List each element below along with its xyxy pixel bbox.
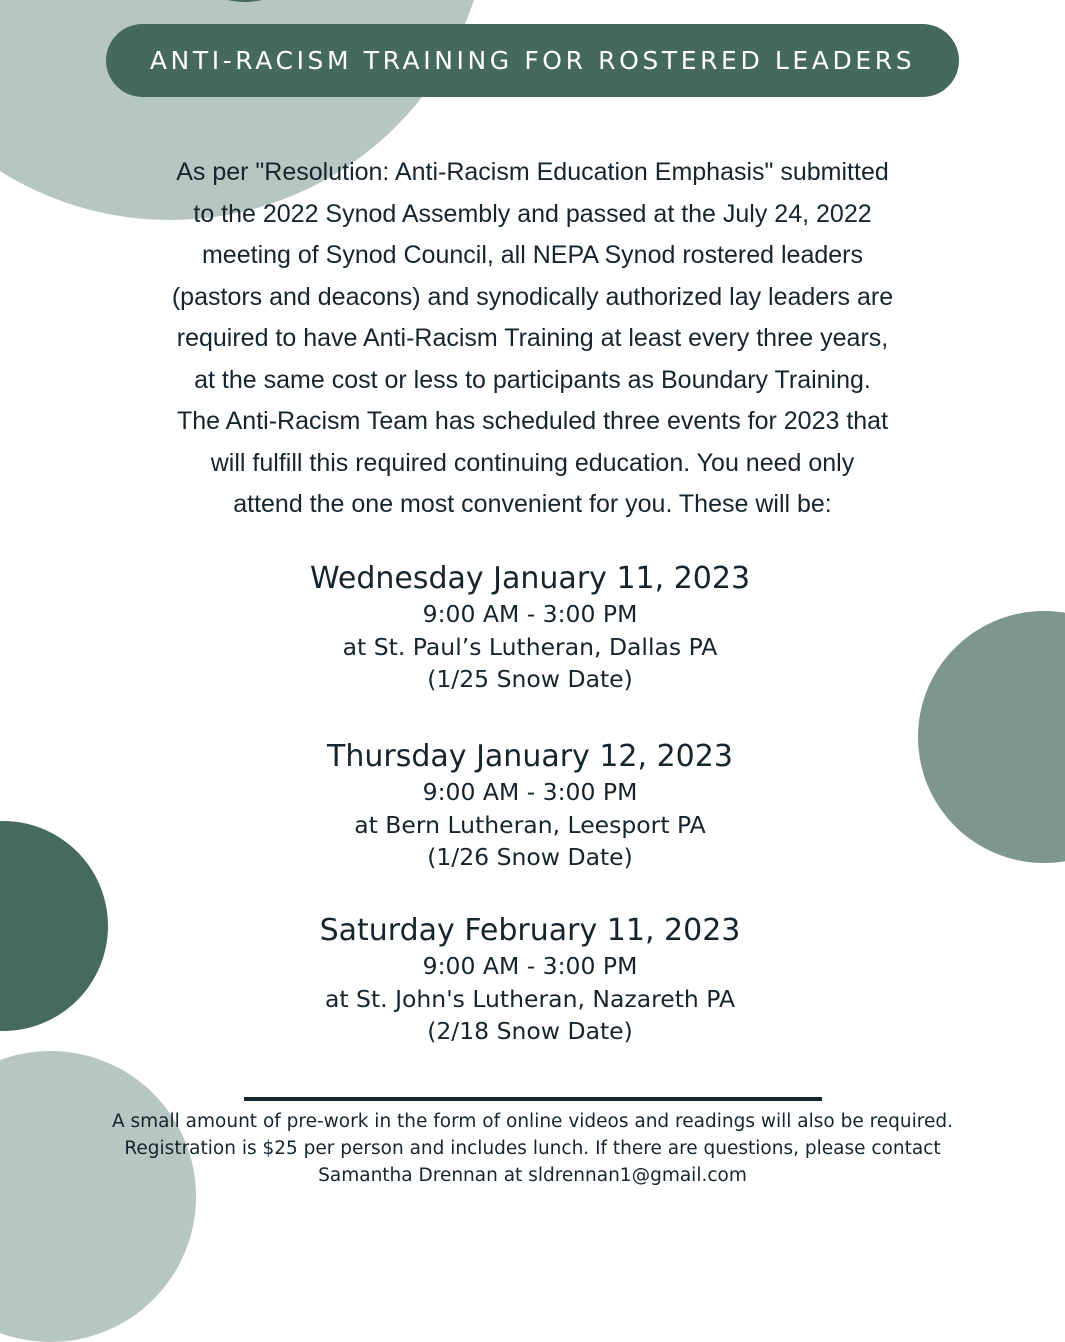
event-location: at Bern Lutheran, Leesport PA (354, 810, 706, 839)
intro-line: meeting of Synod Council, all NEPA Synod rostered leaders (201, 241, 863, 269)
event-location: at St. Paul’s Lutheran, Dallas PA (342, 632, 718, 661)
intro-line: (pastors and deacons) and synodically authorized lay leaders are (171, 282, 894, 311)
event-snow-date: (1/26 Snow Date) (427, 843, 633, 871)
event-time: 9:00 AM - 3:00 PM (422, 778, 638, 806)
intro-paragraph (115, 152, 950, 526)
event-thursday (220, 738, 840, 874)
intro-line: As per "Resolution: Anti-Racism Education Emphasis" submitted (176, 158, 889, 186)
intro-line: The Anti-Racism Team has scheduled three events for 2023 that (176, 407, 889, 435)
event-date: Thursday January 12, 2023 (327, 739, 733, 774)
divider-line (244, 1097, 822, 1101)
page-title: ANTI-RACISM TRAINING FOR ROSTERED LEADERS (149, 46, 916, 75)
event-location: at St. John's Lutheran, Nazareth PA (324, 984, 736, 1013)
event-time: 9:00 AM - 3:00 PM (422, 600, 638, 628)
footer-line: Registration is $25 per person and includes lunch. If there are questions, please contact (124, 1138, 941, 1159)
decorative-circle-bottom-left (0, 1051, 196, 1342)
decorative-circle-left-dark (0, 821, 108, 1031)
event-wednesday (220, 560, 840, 696)
intro-line: attend the one most convenient for you. These will be: (233, 490, 832, 518)
footer-line: Samantha Drennan at sldrennan1@gmail.com (318, 1165, 747, 1186)
decorative-circle-right (918, 611, 1065, 863)
footer-note (30, 1108, 1035, 1189)
event-date: Saturday February 11, 2023 (319, 913, 741, 948)
intro-line: at the same cost or less to participants as Boundary Training. (194, 365, 871, 394)
intro-line: to the 2022 Synod Assembly and passed at the July 24, 2022 (193, 199, 872, 228)
event-time: 9:00 AM - 3:00 PM (422, 952, 638, 980)
footer-line: A small amount of pre-work in the form of online videos and readings will also be required. (111, 1111, 953, 1132)
event-date: Wednesday January 11, 2023 (309, 561, 751, 596)
event-snow-date: (2/18 Snow Date) (427, 1017, 633, 1045)
intro-line: required to have Anti-Racism Training at least every three years, (176, 324, 889, 352)
event-saturday (220, 912, 840, 1048)
intro-line: will fulfill this required continuing education. You need only (210, 448, 855, 477)
event-snow-date: (1/25 Snow Date) (427, 665, 633, 693)
title-banner (106, 24, 959, 97)
